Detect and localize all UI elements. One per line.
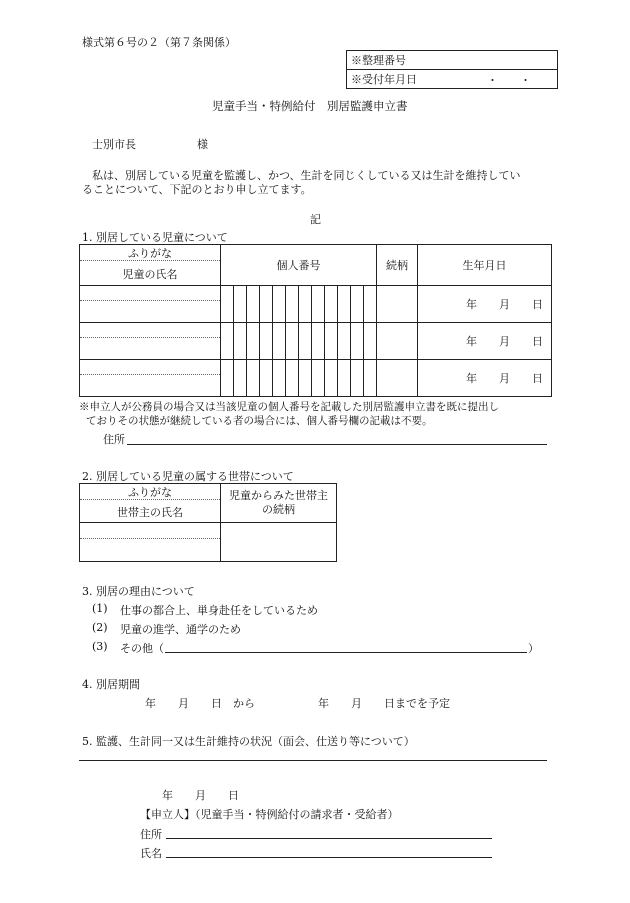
number-digit-cell[interactable] xyxy=(221,360,234,397)
individual-number-header: 個人番号 xyxy=(221,245,377,286)
number-digit-cell[interactable] xyxy=(299,286,312,323)
reason-2-text[interactable]: 児童の進学、通学のため xyxy=(120,623,241,636)
table-row xyxy=(80,323,552,360)
ki-marker: 記 xyxy=(310,213,321,226)
child-name-header: 児童の氏名 xyxy=(122,268,178,281)
birthdate-ymd: 年 月 日 xyxy=(466,298,543,311)
number-digit-cell[interactable] xyxy=(338,323,351,360)
number-digit-cell[interactable] xyxy=(338,286,351,323)
period-to[interactable]: 年 月 日までを予定 xyxy=(318,697,450,710)
applicant-name-label: 氏名 xyxy=(140,847,162,860)
reason-3-number: (3) xyxy=(92,640,108,653)
reason-other-close: ） xyxy=(528,642,539,655)
household-head-name-field[interactable] xyxy=(80,523,221,562)
number-digit-cell[interactable] xyxy=(364,286,377,323)
birthdate-field[interactable] xyxy=(418,323,552,360)
reason-1-number: (1) xyxy=(92,602,108,615)
relation-field[interactable] xyxy=(377,286,418,323)
number-note-line-2: ておりその状態が継続している者の場合には、個人番号欄の記載は不要。 xyxy=(86,415,433,427)
section1-heading: 1. 別居している児童について xyxy=(82,231,228,244)
child-name-field[interactable] xyxy=(80,323,221,360)
section4-heading: 4. 別居期間 xyxy=(82,678,140,691)
received-date-field[interactable] xyxy=(347,70,558,89)
status-field[interactable] xyxy=(79,760,547,761)
number-note-line-1: ※申立人が公務員の場合又は当該児童の個人番号を記載した別居監護申立書を既に提出し xyxy=(79,401,499,413)
number-digit-cell[interactable] xyxy=(325,323,338,360)
number-digit-cell[interactable] xyxy=(260,286,273,323)
household-table xyxy=(79,483,337,562)
number-digit-cell[interactable] xyxy=(260,360,273,397)
table-row xyxy=(80,286,552,323)
number-digit-cell[interactable] xyxy=(325,360,338,397)
intro-line-2: ることについて、下記のとおり申し立てます。 xyxy=(82,183,312,196)
table-row xyxy=(80,360,552,397)
number-digit-cell[interactable] xyxy=(312,360,325,397)
number-digit-cell[interactable] xyxy=(221,286,234,323)
section3-heading: 3. 別居の理由について xyxy=(82,585,195,598)
relation-field[interactable] xyxy=(377,323,418,360)
number-digit-cell[interactable] xyxy=(351,323,364,360)
number-digit-cell[interactable] xyxy=(364,360,377,397)
period-from[interactable]: 年 月 日 から xyxy=(145,697,255,710)
reason-3-text[interactable]: その他（ xyxy=(120,642,164,655)
number-digit-cell[interactable] xyxy=(234,360,247,397)
relation-header: 続柄 xyxy=(377,245,418,286)
reason-1-text[interactable]: 仕事の都合上、単身赴任をしているため xyxy=(120,604,318,617)
form-id: 様式第６号の２（第７条関係） xyxy=(82,36,236,49)
number-digit-cell[interactable] xyxy=(247,360,260,397)
child-name-field[interactable] xyxy=(80,360,221,397)
intro-line-1: 私は、別居している児童を監護し、かつ、生計を同じくしている又は生計を維持してい xyxy=(92,169,521,182)
children-table xyxy=(79,244,552,397)
addressee: 士別市長 xyxy=(92,138,136,151)
child-address-label: 住所 xyxy=(103,433,125,446)
received-date-label: ※受付年月日 xyxy=(351,73,417,86)
birthdate-ymd: 年 月 日 xyxy=(466,372,543,385)
household-furigana-header: ふりがな xyxy=(80,484,220,500)
number-digit-cell[interactable] xyxy=(221,323,234,360)
birthdate-field[interactable] xyxy=(418,360,552,397)
relation-field[interactable] xyxy=(377,360,418,397)
number-digit-cell[interactable] xyxy=(286,323,299,360)
birthdate-header: 生年月日 xyxy=(418,245,552,286)
number-digit-cell[interactable] xyxy=(234,323,247,360)
applicant-address-label: 住所 xyxy=(140,828,162,841)
number-digit-cell[interactable] xyxy=(364,323,377,360)
number-digit-cell[interactable] xyxy=(273,360,286,397)
number-digit-cell[interactable] xyxy=(273,286,286,323)
number-digit-cell[interactable] xyxy=(260,323,273,360)
household-relation-header-1: 児童からみた世帯主 xyxy=(229,489,328,502)
reason-other-field[interactable] xyxy=(165,652,527,653)
addressee-suffix: 様 xyxy=(197,138,208,151)
number-digit-cell[interactable] xyxy=(286,286,299,323)
table-row xyxy=(80,523,337,562)
applicant-label: 【申立人】（児童手当・特例給付の請求者・受給者） xyxy=(140,808,399,821)
birthdate-ymd: 年 月 日 xyxy=(466,335,543,348)
office-use-box xyxy=(346,50,558,89)
household-head-name-header: 世帯主の氏名 xyxy=(117,506,183,519)
number-digit-cell[interactable] xyxy=(312,286,325,323)
received-date-dots: ・ ・ xyxy=(487,74,531,87)
number-digit-cell[interactable] xyxy=(234,286,247,323)
reference-number-label: ※整理番号 xyxy=(351,54,406,67)
household-relation-field[interactable] xyxy=(221,523,337,562)
number-digit-cell[interactable] xyxy=(247,286,260,323)
number-digit-cell[interactable] xyxy=(325,286,338,323)
number-digit-cell[interactable] xyxy=(351,360,364,397)
application-date[interactable]: 年 月 日 xyxy=(162,789,239,802)
number-digit-cell[interactable] xyxy=(299,360,312,397)
child-name-field[interactable] xyxy=(80,286,221,323)
section2-heading: 2. 別居している児童の属する世帯について xyxy=(82,470,294,483)
reason-2-number: (2) xyxy=(92,621,108,634)
child-address-field[interactable] xyxy=(127,444,547,445)
birthdate-field[interactable] xyxy=(418,286,552,323)
applicant-name-field[interactable] xyxy=(166,857,492,858)
number-digit-cell[interactable] xyxy=(273,323,286,360)
number-digit-cell[interactable] xyxy=(351,286,364,323)
applicant-address-field[interactable] xyxy=(166,838,492,839)
number-digit-cell[interactable] xyxy=(338,360,351,397)
number-digit-cell[interactable] xyxy=(247,323,260,360)
section5-heading: 5. 監護、生計同一又は生計維持の状況（面会、仕送り等について） xyxy=(82,735,415,748)
document-title: 児童手当・特例給付 別居監護申立書 xyxy=(212,99,408,113)
furigana-header: ふりがな xyxy=(80,245,220,261)
reference-number-field[interactable] xyxy=(347,51,558,70)
number-digit-cell[interactable] xyxy=(286,360,299,397)
household-relation-header-2: の続柄 xyxy=(262,503,295,516)
number-digit-cell[interactable] xyxy=(299,323,312,360)
number-digit-cell[interactable] xyxy=(312,323,325,360)
